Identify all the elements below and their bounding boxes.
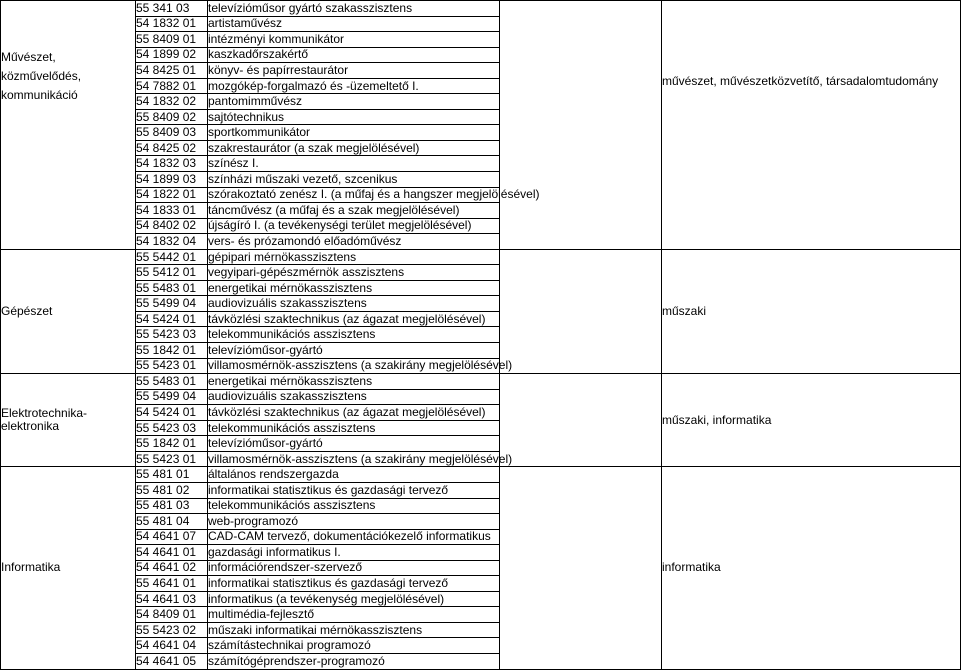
qualification-name: villamosmérnök-asszisztens (a szakirány megjelölésével) [208, 358, 513, 373]
qualification-name: gazdasági informatikus I. [208, 545, 500, 561]
qualification-code: 55 8409 02 [136, 109, 208, 125]
qualification-name: távközlési szaktechnikus (az ágazat megjelölésével) [208, 405, 500, 421]
group-name: Elektrotechnika-elektronika [1, 374, 136, 467]
table-row [1, 249, 961, 265]
qualification-code: 54 1833 01 [136, 203, 208, 219]
qualification-name: színész I. [208, 156, 500, 172]
qualification-code: 55 4641 01 [136, 576, 208, 592]
qualification-name: web-programozó [208, 514, 500, 530]
qualification-name: energetikai mérnökasszisztens [208, 280, 500, 296]
qualification-name: számítógéprendszer-programozó [208, 653, 500, 669]
qualification-name: energetikai mérnökasszisztens [208, 374, 500, 390]
qualification-code: 55 8409 01 [136, 32, 208, 48]
higher-education-field: informatika [662, 467, 961, 669]
qualification-code: 54 5424 01 [136, 405, 208, 421]
qualification-code: 55 5499 04 [136, 389, 208, 405]
group-name: Művészet, közművelődés, kommunikáció [1, 1, 136, 250]
qualification-code: 55 5423 03 [136, 327, 208, 343]
qualification-code: 55 5423 01 [136, 358, 208, 374]
qualification-code: 54 5424 01 [136, 311, 208, 327]
table-row [1, 1, 961, 17]
qualification-name: telekommunikációs asszisztens [208, 498, 500, 514]
qualification-name: pantomimművész [208, 94, 500, 110]
qualification-code: 54 4641 03 [136, 591, 208, 607]
qualification-name: újságíró I. (a tevékenységi terület megjelölésével) [208, 218, 500, 234]
qualification-code: 54 1822 01 [136, 187, 208, 203]
qualification-name: sportkommunikátor [208, 125, 500, 141]
qualification-code: 55 5483 01 [136, 374, 208, 390]
qualification-name: kaszkadőrszakértő [208, 47, 500, 63]
qualification-name: informatikai statisztikus és gazdasági tervező [208, 482, 500, 498]
qualification-code: 55 481 01 [136, 467, 208, 483]
qualification-name: szakrestaurátor (a szak megjelölésével) [208, 140, 500, 156]
qualification-name: táncművész (a műfaj és a szak megjelölésével) [208, 203, 500, 219]
qualification-code: 54 4641 01 [136, 545, 208, 561]
qualification-code: 54 4641 05 [136, 653, 208, 669]
qualification-code: 54 1899 03 [136, 172, 208, 188]
qualification-name: informatikai statisztikus és gazdasági tervező [208, 576, 500, 592]
qualification-code: 54 4641 04 [136, 638, 208, 654]
qualification-name: televízióműsor-gyártó [208, 343, 500, 359]
qualification-code: 54 4641 07 [136, 529, 208, 545]
table-row [1, 467, 961, 483]
qualification-name: szórakoztató zenész I. (a műfaj és a hangszer megjelölésével) [208, 187, 540, 202]
qualification-code: 55 5499 04 [136, 296, 208, 312]
qualification-name: televízióműsor gyártó szakasszisztens [208, 1, 500, 17]
qualification-name: vegyipari-gépészmérnök asszisztens [208, 265, 500, 281]
qualification-name: gépipari mérnökasszisztens [208, 249, 500, 265]
qualification-code: 54 1899 02 [136, 47, 208, 63]
qualification-code: 55 5483 01 [136, 280, 208, 296]
higher-education-field: művészet, művészetközvetítő, társadalomtudomány [662, 1, 961, 250]
empty-cell [500, 374, 662, 467]
empty-cell [500, 467, 662, 669]
qualification-code: 55 481 04 [136, 514, 208, 530]
qualification-code: 54 8425 02 [136, 140, 208, 156]
qualification-name: színházi műszaki vezető, szcenikus [208, 172, 500, 188]
qualification-name: CAD-CAM tervező, dokumentációkezelő informatikus [208, 529, 500, 545]
qualification-name: multimédia-fejlesztő [208, 607, 500, 623]
qualification-code: 55 5412 01 [136, 265, 208, 281]
qualification-name: televízióműsor-gyártó [208, 436, 500, 452]
qualification-code: 55 481 03 [136, 498, 208, 514]
higher-education-field: műszaki [662, 249, 961, 373]
higher-education-field: műszaki, informatika [662, 374, 961, 467]
qualification-code: 55 8409 03 [136, 125, 208, 141]
qualification-code: 54 1832 03 [136, 156, 208, 172]
empty-cell [500, 1, 662, 250]
qualification-name: mozgókép-forgalmazó és -üzemeltető I. [208, 78, 500, 94]
qualification-code: 54 4641 02 [136, 560, 208, 576]
qualification-code: 54 7882 01 [136, 78, 208, 94]
table-body [1, 1, 961, 670]
qualification-name: sajtótechnikus [208, 109, 500, 125]
qualification-code: 55 1842 01 [136, 343, 208, 359]
qualification-code: 55 481 02 [136, 482, 208, 498]
qualification-name: telekommunikációs asszisztens [208, 327, 500, 343]
qualification-name: informatikus (a tevékenység megjelölésével) [208, 591, 500, 607]
qualification-name: audiovizuális szakasszisztens [208, 296, 500, 312]
qualification-name: artistaművész [208, 16, 500, 32]
qualification-code: 54 1832 02 [136, 94, 208, 110]
qualification-code: 55 5423 02 [136, 622, 208, 638]
qualification-name: általános rendszergazda [208, 467, 500, 483]
qualification-code: 55 341 03 [136, 1, 208, 17]
qualification-code: 55 1842 01 [136, 436, 208, 452]
qualification-code: 55 5442 01 [136, 249, 208, 265]
qualification-name: könyv- és papírrestaurátor [208, 63, 500, 79]
qualification-name: műszaki informatikai mérnökasszisztens [208, 622, 500, 638]
qualification-code: 54 8402 02 [136, 218, 208, 234]
qualification-name: távközlési szaktechnikus (az ágazat megjelölésével) [208, 311, 500, 327]
qualification-code: 55 5423 01 [136, 451, 208, 467]
qualification-name: intézményi kommunikátor [208, 32, 500, 48]
qualification-code: 54 8425 01 [136, 63, 208, 79]
qualification-code: 54 1832 01 [136, 16, 208, 32]
qualification-name: számítástechnikai programozó [208, 638, 500, 654]
qualification-code: 55 5423 03 [136, 420, 208, 436]
qualification-name: villamosmérnök-asszisztens (a szakirány megjelölésével) [208, 451, 513, 466]
qualification-name: audiovizuális szakasszisztens [208, 389, 500, 405]
table-row [1, 374, 961, 390]
qualification-name: információrendszer-szervező [208, 560, 500, 576]
qualification-code: 54 8409 01 [136, 607, 208, 623]
group-name: Informatika [1, 467, 136, 669]
group-name: Gépészet [1, 249, 136, 373]
qualification-name: telekommunikációs asszisztens [208, 420, 500, 436]
qualification-name: vers- és prózamondó előadóművész [208, 234, 500, 250]
empty-cell [500, 249, 662, 373]
qualification-code: 54 1832 04 [136, 234, 208, 250]
